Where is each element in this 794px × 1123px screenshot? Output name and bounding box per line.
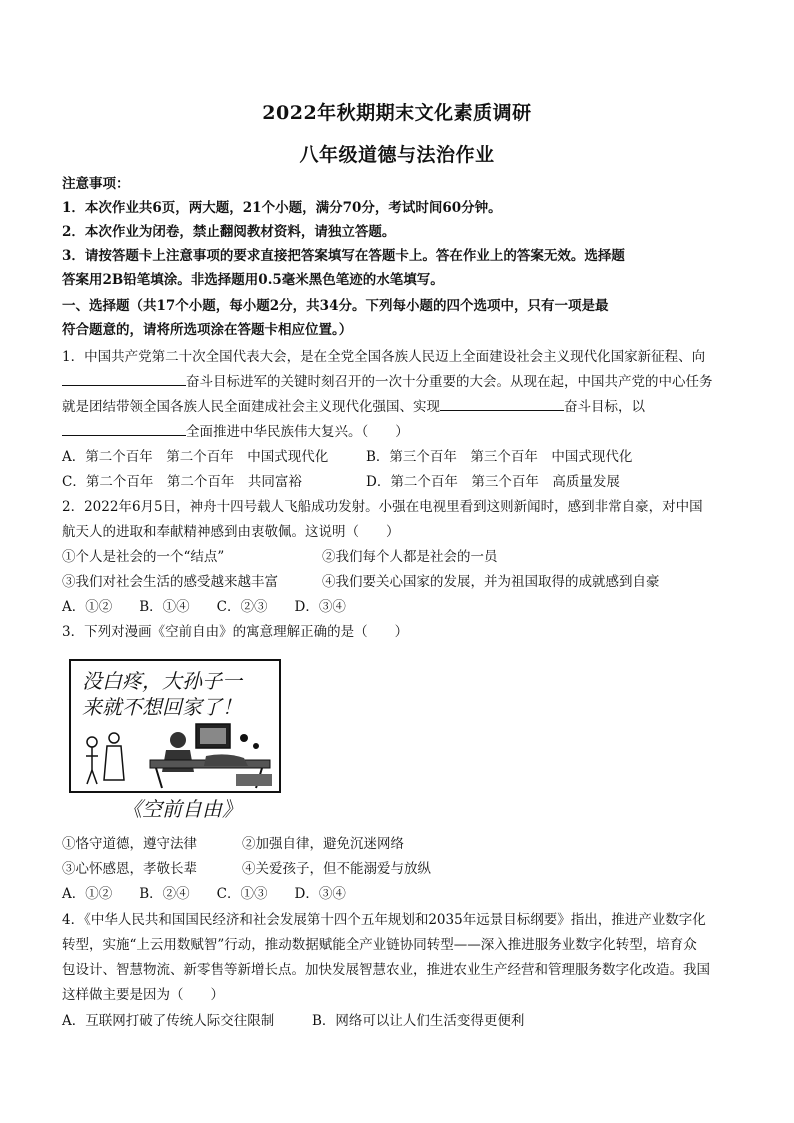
- q1-line2: [62, 370, 742, 394]
- section-heading-line2: 符合题意的，请将所选项涂在答题卡相应位置。）: [62, 322, 353, 338]
- q4-option-a: A．互联网打破了传统人际交往限制: [62, 1013, 275, 1029]
- q1-option-b: B．第三个百年 第三个百年 中国式现代化: [366, 449, 633, 465]
- q1-option-a: A．第二个百年 第二个百年 中国式现代化: [62, 449, 329, 465]
- notice-item-3: 3．请按答题卡上注意事项的要求直接把答案填写在答题卡上。答在作业上的答案无效。选择题: [62, 248, 625, 264]
- q4-line1: 4．《中华人民共和国国民经济和社会发展第十四个五年规划和2035年远景目标纲要》指出，推进产业数字化: [62, 912, 706, 928]
- q1-line4: [62, 420, 742, 444]
- q3-options: A．①② B．②④ C．①③ D．③④: [62, 886, 346, 902]
- cartoon-kongqian-ziyou: [66, 656, 284, 828]
- q2-line1: 2．2022年6月5日，神舟十四号载人飞船成功发射。小强在电视里看到这则新闻时，感到非常自豪，对中国: [62, 499, 703, 515]
- q2-options: A．①② B．①④ C．②③ D．③④: [62, 599, 346, 615]
- answer-blank: [440, 396, 564, 411]
- q2-line2: 航天人的进取和奉献精神感到由衷敬佩。这说明（ ）: [62, 524, 400, 540]
- q1-option-c: C．第二个百年 第二个百年 共同富裕: [62, 474, 302, 490]
- q3-line1: 3．下列对漫画《空前自由》的寓意理解正确的是（ ）: [62, 624, 409, 640]
- q2-statements-row2: [62, 570, 742, 594]
- q1-options-row1: [62, 445, 742, 469]
- q2-statement-3: ③我们对社会生活的感受越来越丰富: [62, 574, 278, 590]
- q1-line3-text-a: 就是团结带领全国各族人民全面建成社会主义现代化强国、实现: [62, 399, 440, 415]
- notice-item-3-cont: 答案用2B铅笔填涂。非选择题用0.5毫米黑色笔迹的水笔填写。: [62, 272, 444, 288]
- q4-line4: 这样做主要是因为（ ）: [62, 987, 224, 1003]
- q4-line2: 转型，实施“上云用数赋智”行动，推动数据赋能全产业链协同转型——深入推进服务业数字化转型，培育众: [62, 937, 697, 953]
- cartoon-caption-line1: 没白疼，大孙子一: [82, 669, 242, 693]
- q1-line3: [62, 395, 742, 419]
- q4-line3: 包设计、智慧物流、新零售等新增长点。加快发展智慧农业，推进农业生产经营和管理服务数字化改造。我国: [62, 962, 710, 978]
- q2-statements-row1: [62, 545, 742, 569]
- cartoon-title: 《空前自由》: [122, 797, 242, 821]
- q1-line4-text: 全面推进中华民族伟大复兴。（ ）: [186, 424, 409, 440]
- exam-title: 2022年秋期期末文化素质调研: [262, 102, 532, 124]
- q2-statement-1: ①个人是社会的一个“结点”: [62, 549, 225, 565]
- exam-subtitle: 八年级道德与法治作业: [299, 144, 495, 166]
- q3-statement-2: ②加强自律，避免沉迷网络: [242, 836, 404, 852]
- answer-blank: [62, 421, 186, 436]
- notice-heading: 注意事项：: [62, 176, 130, 192]
- q2-statement-4: ④我们要关心国家的发展，并为祖国取得的成就感到自豪: [322, 574, 660, 590]
- notice-item-1: 1．本次作业共6页，两大题，21个小题，满分70分，考试时间60分钟。: [62, 200, 502, 216]
- q3-statement-1: ①恪守道德，遵守法律: [62, 836, 197, 852]
- q1-line2-text: 奋斗目标进军的关键时刻召开的一次十分重要的大会。从现在起，中国共产党的中心任务: [186, 374, 713, 390]
- q3-statements-row1: [62, 832, 742, 856]
- q3-statement-4: ④关爱孩子，但不能溺爱与放纵: [242, 861, 431, 877]
- q2-statement-2: ②我们每个人都是社会的一员: [322, 549, 498, 565]
- cartoon-drawing: [66, 656, 284, 828]
- q1-line1: 1．中国共产党第二十次全国代表大会，是在全党全国各族人民迈上全面建设社会主义现代化国家新征程、向: [62, 349, 706, 365]
- notice-item-2: 2．本次作业为闭卷，禁止翻阅教材资料，请独立答题。: [62, 224, 396, 240]
- cartoon-caption-line2: 来就不想回家了！: [82, 695, 242, 719]
- answer-blank: [62, 371, 186, 386]
- q4-option-b: B．网络可以让人们生活变得更便利: [312, 1013, 525, 1029]
- q1-line3-text-b: 奋斗目标，以: [564, 399, 645, 415]
- q3-statement-3: ③心怀感恩，孝敬长辈: [62, 861, 197, 877]
- q1-options-row2: [62, 470, 742, 494]
- q3-statements-row2: [62, 857, 742, 881]
- q1-option-d: D．第二个百年 第三个百年 高质量发展: [366, 474, 620, 490]
- section-heading-line1: 一、选择题（共17个小题，每小题2分，共34分。下列每小题的四个选项中，只有一项是最: [62, 298, 609, 314]
- q4-options-row1: [62, 1009, 742, 1033]
